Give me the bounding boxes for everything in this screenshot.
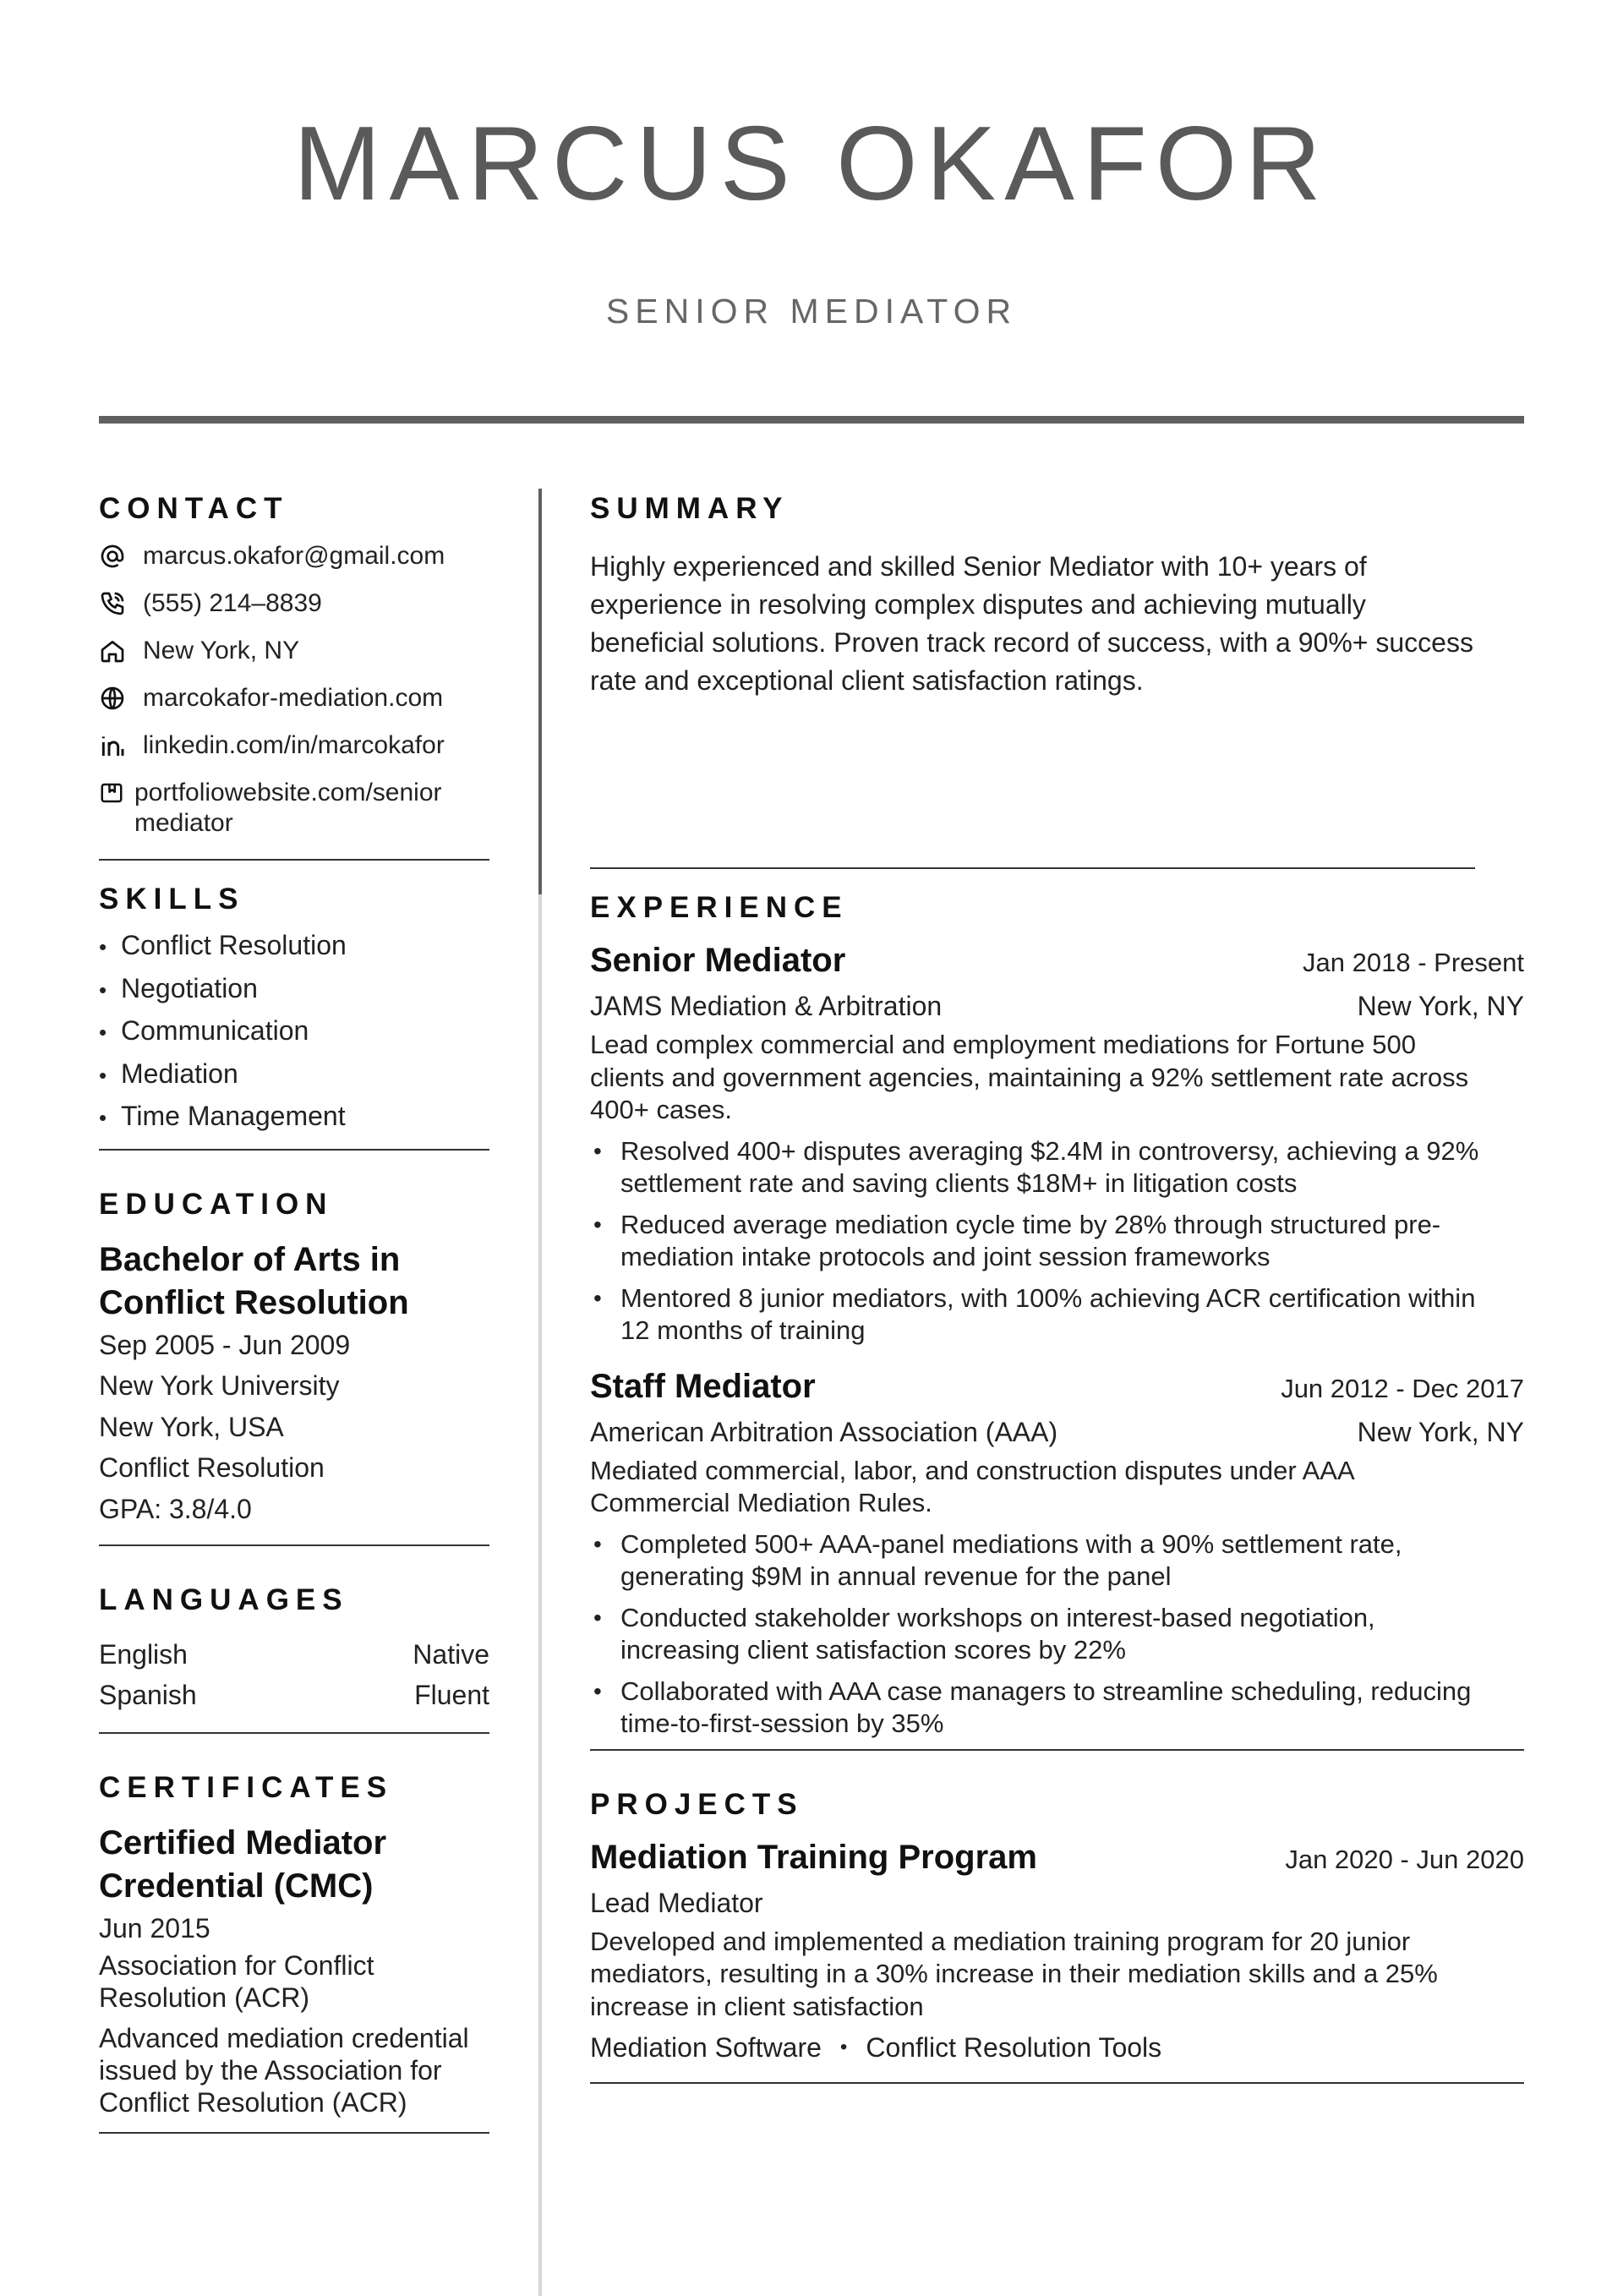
language-row	[99, 1675, 489, 1715]
job-title: Senior Mediator	[590, 942, 846, 979]
project-title: Mediation Training Program	[590, 1838, 1037, 1876]
project-entry	[590, 1835, 1524, 2068]
contact-linkedin[interactable]	[99, 730, 489, 761]
column-divider-bottom	[538, 894, 542, 2296]
skill-item: • Conflict Resolution	[99, 925, 489, 968]
skills-heading: SKILLS	[99, 883, 245, 916]
job-dates: Jan 2018 - Present	[1303, 948, 1524, 977]
contact-email[interactable]	[99, 541, 489, 571]
candidate-name: MARCUS OKAFOR	[293, 106, 1330, 222]
project-tags	[590, 2028, 1524, 2067]
experience-heading: EXPERIENCE	[590, 891, 849, 924]
certificate-description: Advanced mediation credential issued by the Association for Conflict Resolution (ACR)	[99, 2022, 469, 2118]
education-field: Conflict Resolution	[99, 1452, 325, 1483]
job-bullet: • Conducted stakeholder workshops on interest-based negotiation, increasing client satisfaction scores by 22%	[590, 1602, 1524, 1667]
certificates-section	[99, 1766, 489, 2118]
education-gpa: GPA: 3.8/4.0	[99, 1493, 252, 1524]
skills-section	[99, 877, 489, 1139]
language-name: Spanish	[99, 1680, 197, 1710]
location-text: New York, NY	[143, 637, 300, 664]
section-divider	[590, 1749, 1524, 1751]
email-text: marcus.okafor@gmail.com	[143, 542, 445, 570]
portfolio-text: portfoliowebsite.com/senior mediator	[134, 779, 442, 837]
job-bullet: • Collaborated with AAA case managers to streamline scheduling, reducing time-to-first-session by 35%	[590, 1676, 1524, 1741]
job-location: New York, NY	[1357, 1416, 1524, 1447]
summary-text: Highly experienced and skilled Senior Mediator with 10+ years of experience in resolving complex disputes and achieving mutually beneficial solutions. Proven track record of success, with a 90%+ success rate and exceptional client satisfaction ratings.	[590, 551, 1473, 696]
skill-item: • Communication	[99, 1010, 489, 1053]
section-divider	[590, 2082, 1524, 2084]
certificate-issuer: Association for Conflict Resolution (ACR)	[99, 1949, 374, 2013]
phone-icon	[99, 588, 131, 619]
candidate-title: SENIOR MEDIATOR	[605, 292, 1018, 331]
experience-entry	[590, 1364, 1524, 1741]
home-icon	[99, 636, 131, 666]
project-description: Developed and implemented a mediation training program for 20 junior mediators, resulting in a 30% increase in their mediation skills and a 25% increase in client satisfaction	[590, 1926, 1438, 2021]
projects-section	[590, 1783, 1524, 2068]
experience-entry	[590, 938, 1524, 1348]
project-tag: Conflict Resolution Tools	[866, 2032, 1162, 2063]
education-section	[99, 1183, 489, 1530]
certificate-name: Certified Mediator Credential (CMC)	[99, 1824, 387, 1905]
language-level: Native	[413, 1639, 489, 1670]
summary-section	[590, 487, 1524, 867]
skill-item: • Time Management	[99, 1096, 489, 1139]
languages-section	[99, 1578, 489, 1715]
language-name: English	[99, 1639, 188, 1670]
job-bullet: • Mentored 8 junior mediators, with 100% achieving ACR certification within 12 months of training	[590, 1282, 1524, 1348]
section-divider	[99, 1732, 489, 1734]
language-level: Fluent	[414, 1680, 489, 1710]
job-location: New York, NY	[1357, 991, 1524, 1021]
education-location: New York, USA	[99, 1411, 284, 1442]
bookmark-icon	[99, 778, 124, 808]
tag-separator: •	[839, 2036, 848, 2058]
experience-section	[590, 886, 1524, 1741]
job-title: Staff Mediator	[590, 1367, 816, 1405]
languages-heading: LANGUAGES	[99, 1583, 349, 1616]
job-company: JAMS Mediation & Arbitration	[590, 991, 943, 1021]
certificates-heading: CERTIFICATES	[99, 1771, 394, 1804]
left-column	[99, 487, 489, 2134]
right-column	[590, 487, 1524, 2084]
project-role: Lead Mediator	[590, 1887, 763, 1918]
section-divider	[99, 859, 489, 861]
contact-section	[99, 487, 489, 839]
certificate-date: Jun 2015	[99, 1913, 210, 1943]
section-divider	[99, 1149, 489, 1151]
language-row	[99, 1634, 489, 1675]
job-bullet: • Resolved 400+ disputes averaging $2.4M in controversy, achieving a 92% settlement rate and saving clients $18M+ in litigation costs	[590, 1135, 1524, 1200]
at-icon	[99, 541, 131, 571]
education-school: New York University	[99, 1370, 340, 1401]
contact-location	[99, 636, 489, 666]
project-tag: Mediation Software	[590, 2032, 822, 2063]
column-divider-top	[538, 489, 542, 894]
education-dates: Sep 2005 - Jun 2009	[99, 1329, 351, 1360]
header-divider	[99, 416, 1524, 424]
contact-heading: CONTACT	[99, 492, 289, 525]
education-heading: EDUCATION	[99, 1187, 334, 1221]
section-divider	[99, 2132, 489, 2134]
linkedin-text: linkedin.com/in/marcokafor	[143, 731, 445, 759]
phone-text: (555) 214–8839	[143, 589, 322, 617]
project-dates: Jan 2020 - Jun 2020	[1285, 1844, 1524, 1874]
contact-website[interactable]	[99, 683, 489, 713]
job-company: American Arbitration Association (AAA)	[590, 1416, 1058, 1447]
website-text: marcokafor-mediation.com	[143, 684, 444, 712]
job-description: Lead complex commercial and employment mediations for Fortune 500 clients and government agencies, maintaining a 92% settlement rate across 400+ cases.	[590, 1030, 1469, 1124]
globe-icon	[99, 683, 131, 713]
job-bullet: • Completed 500+ AAA-panel mediations with a 90% settlement rate, generating $9M in annual revenue for the panel	[590, 1528, 1524, 1594]
linkedin-icon	[99, 730, 131, 761]
skill-item: • Mediation	[99, 1053, 489, 1096]
job-bullet: • Reduced average mediation cycle time by 28% through structured pre- mediation intake protocols and joint session frameworks	[590, 1209, 1524, 1274]
job-description: Mediated commercial, labor, and construction disputes under AAA Commercial Mediation Rules.	[590, 1455, 1355, 1517]
section-divider	[590, 867, 1475, 869]
summary-heading: SUMMARY	[590, 492, 790, 525]
degree-title: Bachelor of Arts in Conflict Resolution	[99, 1240, 409, 1321]
section-divider	[99, 1544, 489, 1546]
skill-item: • Negotiation	[99, 968, 489, 1011]
contact-portfolio[interactable]	[99, 778, 489, 839]
job-dates: Jun 2012 - Dec 2017	[1281, 1373, 1524, 1403]
projects-heading: PROJECTS	[590, 1787, 804, 1821]
contact-phone[interactable]	[99, 588, 489, 619]
